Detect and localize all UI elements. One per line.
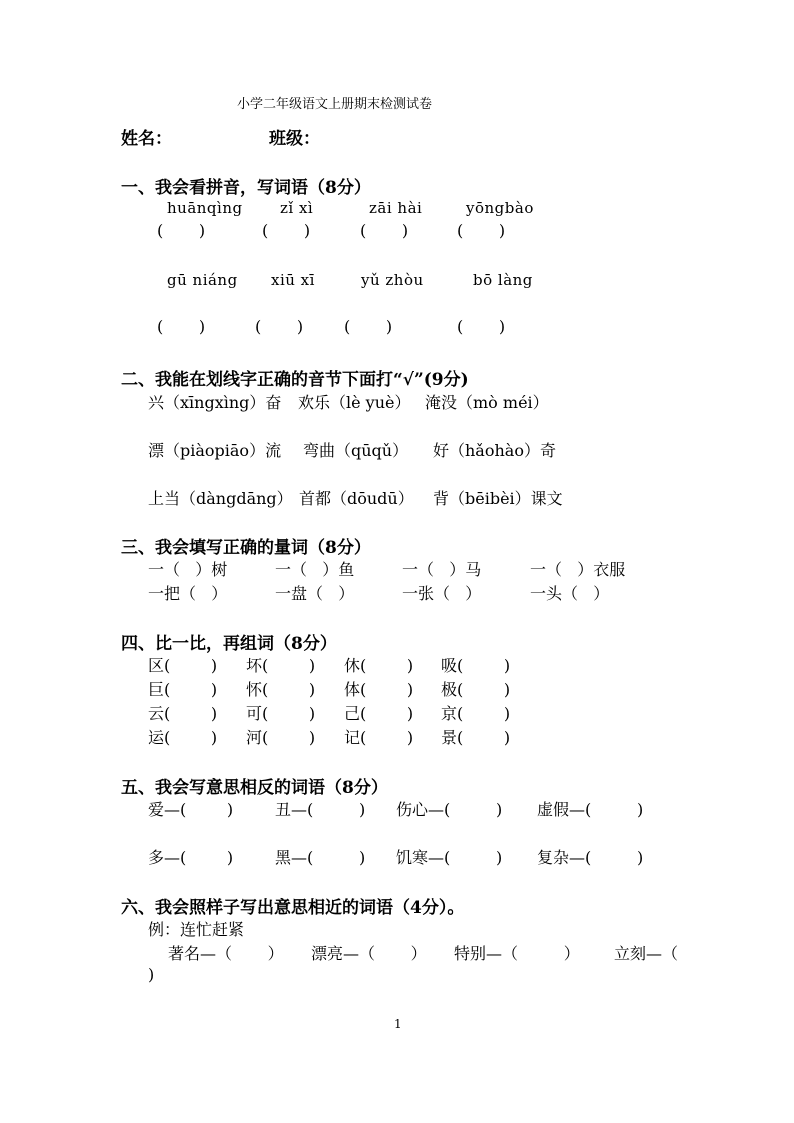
phonetic-item: 欢乐（lè yuè） — [298, 393, 411, 412]
answer-blank: ( ) — [157, 317, 206, 336]
answer-blank: ( ) — [157, 221, 206, 240]
measure-word-item: 一（ ）衣服 — [530, 560, 626, 579]
pinyin: huānqìng — [167, 199, 243, 217]
page-title: 小学二年级语文上册期末检测试卷 — [237, 97, 433, 112]
answer-blank: ( ) — [344, 317, 393, 336]
measure-word-item: 一盘（ ） — [275, 584, 355, 603]
measure-word-item: 一张（ ） — [402, 584, 482, 603]
measure-word-item: 一（ ）鱼 — [275, 560, 355, 579]
answer-blank: ( ) — [255, 317, 304, 336]
antonym-item: 复杂—( ) — [537, 848, 644, 867]
section-5-heading: 五、我会写意思相反的词语（8分） — [121, 778, 388, 798]
antonym-item: 多—( ) — [148, 848, 234, 867]
antonym-item: 伤心—( ) — [396, 800, 503, 819]
compare-item: 京( ) — [441, 704, 511, 723]
answer-blank: ( ) — [457, 221, 506, 240]
pinyin: bō làng — [473, 271, 533, 289]
pinyin: zāi hài — [369, 199, 423, 217]
compare-item: 己( ) — [344, 704, 414, 723]
answer-blank: ( ) — [360, 221, 409, 240]
phonetic-item: 首都（dōudū） — [299, 489, 414, 508]
compare-item: 怀( ) — [246, 680, 316, 699]
answer-blank: ( ) — [262, 221, 311, 240]
compare-item: 河( ) — [246, 728, 316, 747]
compare-item: 可( ) — [246, 704, 316, 723]
measure-word-item: 一把（ ） — [148, 584, 228, 603]
pinyin: yǔ zhòu — [361, 271, 424, 289]
compare-item: 云( ) — [148, 704, 218, 723]
compare-item: 巨( ) — [148, 680, 218, 699]
phonetic-item: 上当（dàngdāng） — [148, 489, 293, 508]
class-label: 班级： — [269, 129, 320, 149]
page-number: 1 — [394, 1017, 402, 1031]
pinyin: gū niáng — [167, 271, 238, 289]
section-6-heading: 六、我会照样子写出意思相近的词语（4分）。 — [121, 898, 465, 918]
measure-word-item: 一（ ）马 — [402, 560, 482, 579]
phonetic-item: 背（bēibèi）课文 — [433, 489, 563, 508]
compare-item: 坏( ) — [246, 656, 316, 675]
section-2-heading: 二、我能在划线字正确的音节下面打“√”(9分) — [121, 370, 469, 390]
compare-item: 休( ) — [344, 656, 414, 675]
compare-item: 体( ) — [344, 680, 414, 699]
section-3-heading: 三、我会填写正确的量词（8分） — [121, 538, 371, 558]
section-1-heading: 一、我会看拼音，写词语（8分） — [121, 178, 371, 198]
synonym-item: 著名—（ ） — [168, 944, 284, 963]
antonym-item: 黑—( ) — [275, 848, 366, 867]
synonym-item-wrap: ) — [148, 965, 155, 984]
synonym-item: 特别—（ ） — [454, 944, 580, 963]
section-4-heading: 四、比一比，再组词（8分） — [121, 634, 337, 654]
measure-word-item: 一头（ ） — [530, 584, 610, 603]
antonym-item: 虚假—( ) — [537, 800, 644, 819]
synonym-item: 漂亮—（ ） — [311, 944, 427, 963]
phonetic-item: 漂（piàopiāo）流 — [148, 441, 282, 460]
phonetic-item: 淹没（mò méi） — [425, 393, 549, 412]
phonetic-item: 弯曲（qūqǔ） — [303, 441, 409, 460]
compare-item: 记( ) — [344, 728, 414, 747]
phonetic-item: 兴（xīngxìng）奋 — [148, 393, 282, 412]
compare-item: 极( ) — [441, 680, 511, 699]
synonym-item: 立刻—（ — [614, 944, 679, 963]
pinyin: yōngbào — [466, 199, 534, 217]
antonym-item: 丑—( ) — [275, 800, 366, 819]
antonym-item: 爱—( ) — [148, 800, 234, 819]
compare-item: 景( ) — [441, 728, 511, 747]
compare-item: 运( ) — [148, 728, 218, 747]
antonym-item: 饥寒—( ) — [396, 848, 503, 867]
pinyin: zǐ xì — [280, 199, 314, 217]
answer-blank: ( ) — [457, 317, 506, 336]
name-label: 姓名： — [121, 129, 172, 149]
compare-item: 吸( ) — [441, 656, 511, 675]
measure-word-item: 一（ ）树 — [148, 560, 228, 579]
compare-item: 区( ) — [148, 656, 218, 675]
phonetic-item: 好（hǎohào）奇 — [433, 441, 556, 460]
example-line: 例：连忙赶紧 — [148, 920, 245, 939]
pinyin: xiū xī — [271, 271, 315, 289]
